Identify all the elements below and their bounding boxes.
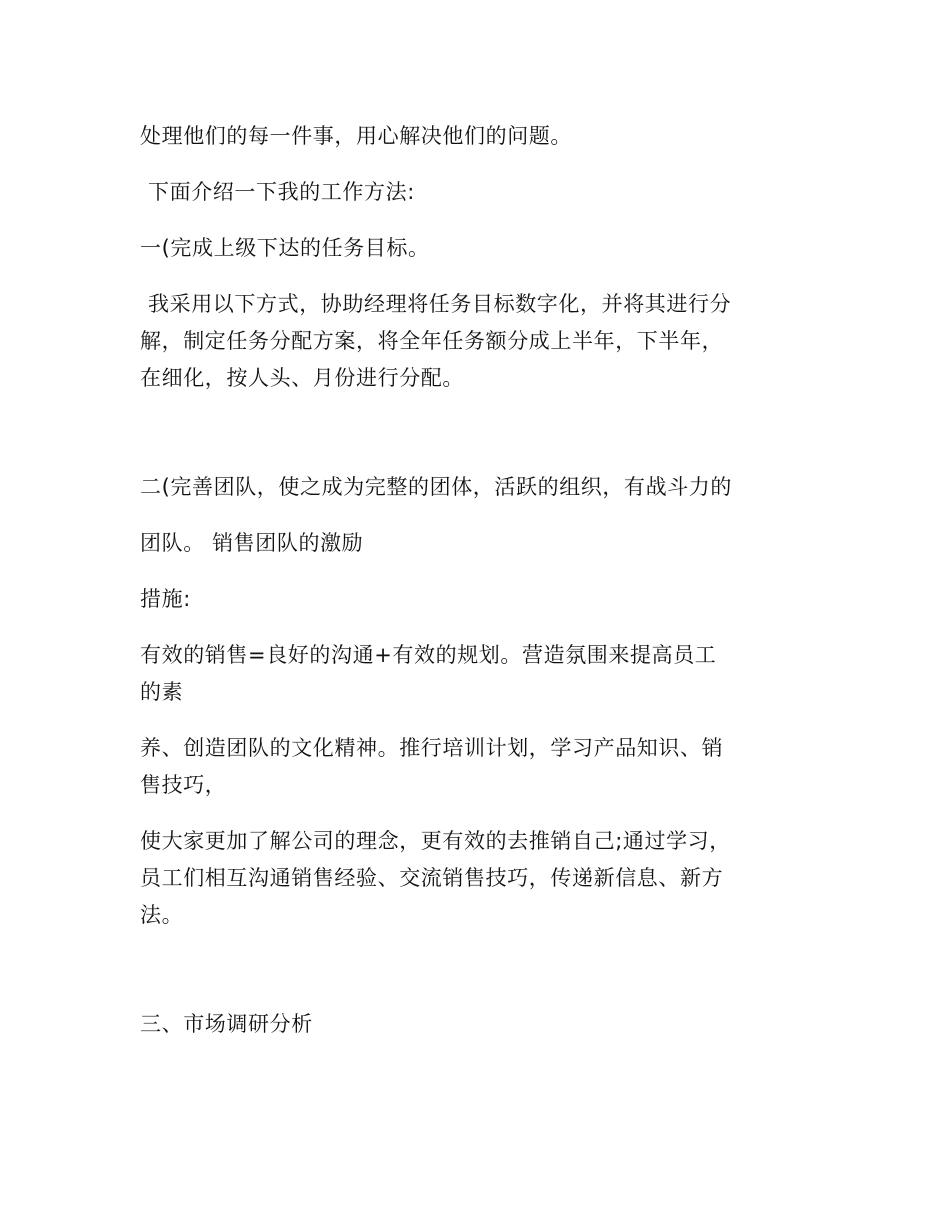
paragraph-line: 使大家更加了解公司的理念，更有效的去推销自己;通过学习， — [140, 829, 731, 853]
paragraph-line: 养、创造团队的文化精神。推行培训计划，学习产品知识、销 — [140, 736, 724, 760]
paragraph-line: 处理他们的每一件事，用心解决他们的问题。 — [140, 124, 572, 148]
section-heading: 一(完成上级下达的任务目标。 — [140, 236, 430, 260]
paragraph-line: 解，制定任务分配方案，将全年任务额分成上半年，下半年， — [140, 329, 724, 353]
paragraph-line: 法。 — [140, 903, 184, 927]
paragraph-line: 在细化，按人头、月份进行分配。 — [140, 366, 464, 390]
paragraph-line: 员工们相互沟通销售经验、交流销售技巧，传递新信息、新方 — [140, 866, 724, 890]
paragraph-line: 有效的销售=良好的沟通+有效的规划。营造氛围来提高员工 — [140, 643, 717, 667]
section-heading: 二(完善团队，使之成为完整的团体，活跃的组织，有战斗力的 — [140, 475, 732, 499]
section-heading: 三、市场调研分析 — [140, 1012, 313, 1036]
paragraph-line: 的素 — [140, 680, 184, 704]
paragraph-line: 下面介绍一下我的工作方法: — [148, 180, 415, 204]
paragraph-line: 我采用以下方式，协助经理将任务目标数字化，并将其进行分 — [148, 292, 732, 316]
paragraph-line: 措施: — [140, 587, 191, 611]
paragraph-line: 售技巧， — [140, 773, 227, 797]
paragraph-line: 团队。 销售团队的激励 — [140, 531, 364, 555]
